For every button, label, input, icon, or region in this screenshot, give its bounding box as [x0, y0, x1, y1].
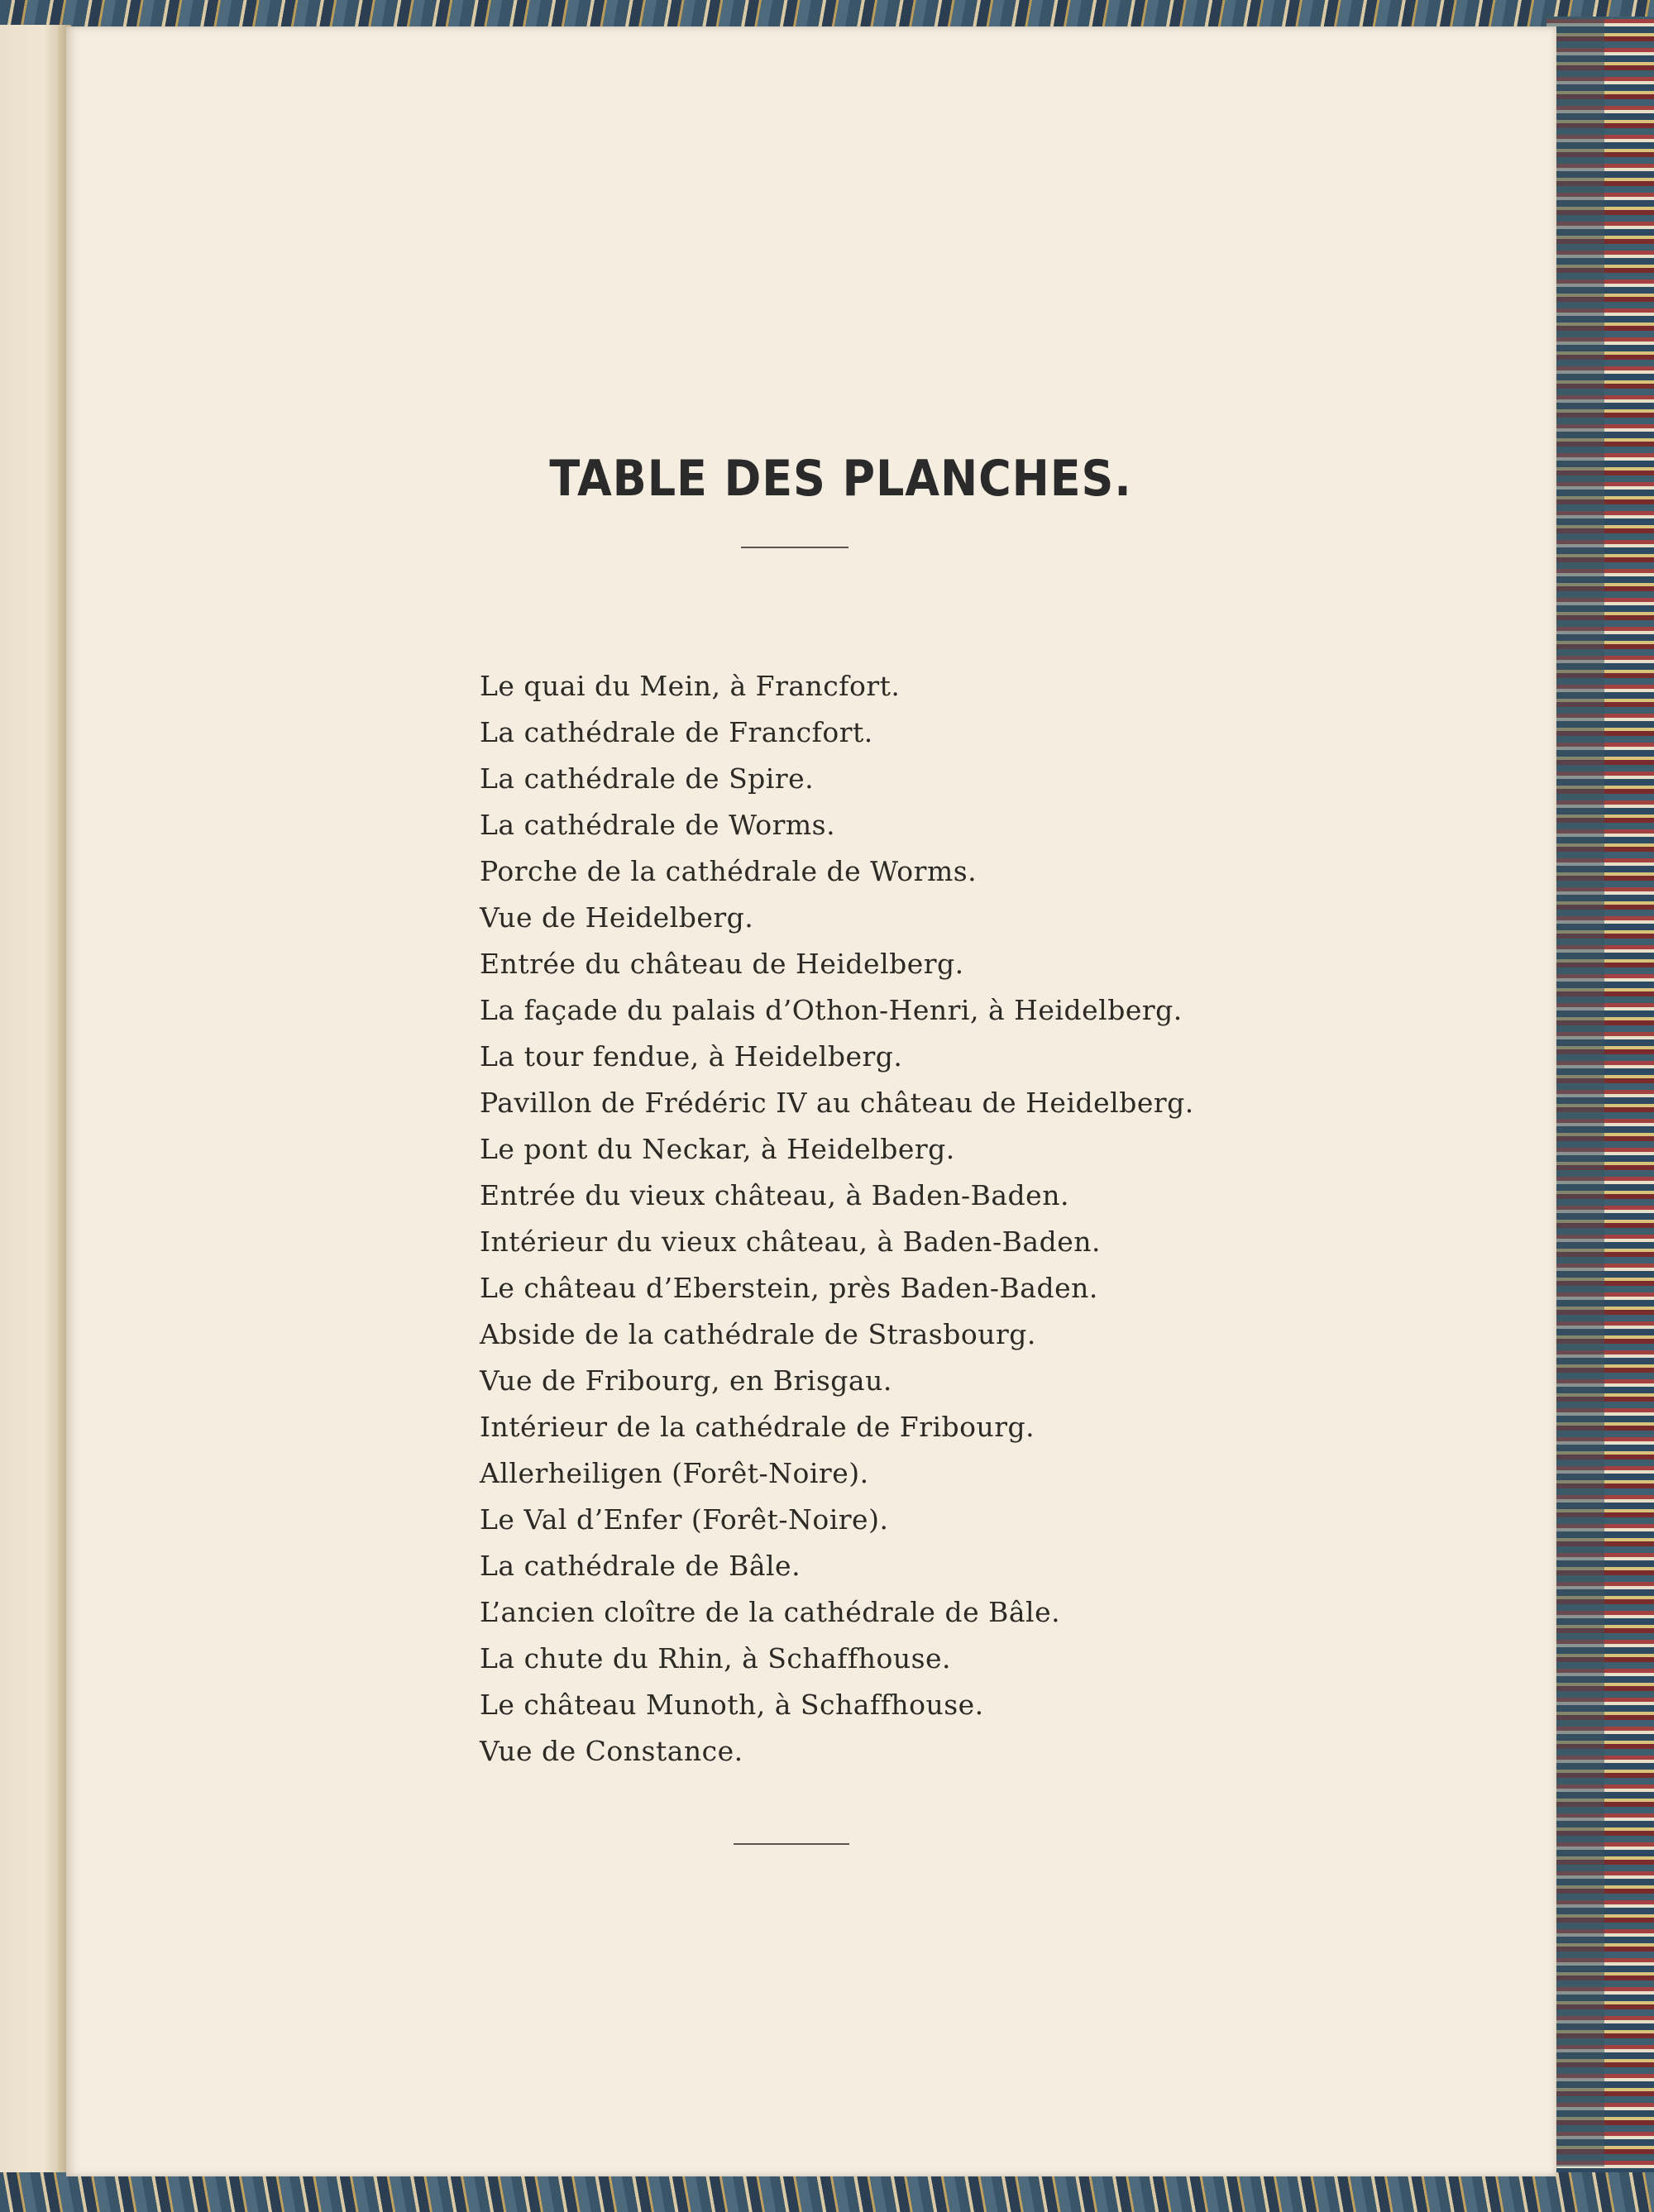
plate-item: Vue de Constance.: [480, 1735, 743, 1767]
plate-item: Allerheiligen (Forêt-Noire).: [480, 1457, 869, 1489]
plate-item: L’ancien cloître de la cathédrale de Bâle.: [480, 1596, 1061, 1628]
plate-item: Pavillon de Frédéric IV au château de Heidelberg.: [480, 1087, 1194, 1119]
plate-item: La tour fendue, à Heidelberg.: [480, 1040, 903, 1073]
plate-item: Intérieur du vieux château, à Baden-Baden.: [480, 1225, 1101, 1258]
plate-item: La cathédrale de Worms.: [480, 809, 836, 841]
plate-item: Le pont du Neckar, à Heidelberg.: [480, 1133, 955, 1165]
plate-item: Le château Munoth, à Schaffhouse.: [480, 1689, 984, 1721]
plate-item: Intérieur de la cathédrale de Fribourg.: [480, 1411, 1035, 1443]
plate-item: La cathédrale de Bâle.: [480, 1550, 801, 1582]
plate-item: La chute du Rhin, à Schaffhouse.: [480, 1642, 952, 1675]
page: [66, 26, 1556, 2176]
plate-item: Entrée du château de Heidelberg.: [480, 948, 964, 980]
top-divider: [741, 547, 849, 548]
plate-item: Abside de la cathédrale de Strasbourg.: [480, 1318, 1036, 1350]
plate-item: Porche de la cathédrale de Worms.: [480, 855, 978, 887]
page-title: TABLE DES PLANCHES.: [549, 450, 1132, 508]
plate-item: Vue de Fribourg, en Brisgau.: [480, 1364, 892, 1397]
plates-list: [480, 663, 1194, 1775]
bottom-divider: [734, 1843, 849, 1845]
plate-item: Vue de Heidelberg.: [480, 901, 754, 934]
plate-item: La cathédrale de Spire.: [480, 762, 815, 795]
plate-item: Le château d’Eberstein, près Baden-Baden.: [480, 1272, 1098, 1304]
plate-item: Le quai du Mein, à Francfort.: [480, 670, 901, 702]
plate-item: Le Val d’Enfer (Forêt-Noire).: [480, 1503, 889, 1536]
plate-item: La façade du palais d’Othon-Henri, à Heidelberg.: [480, 994, 1183, 1026]
plate-item: La cathédrale de Francfort.: [480, 716, 873, 748]
plate-item: Entrée du vieux château, à Baden-Baden.: [480, 1179, 1069, 1211]
marbled-endpaper-bottom: [0, 2172, 1654, 2212]
